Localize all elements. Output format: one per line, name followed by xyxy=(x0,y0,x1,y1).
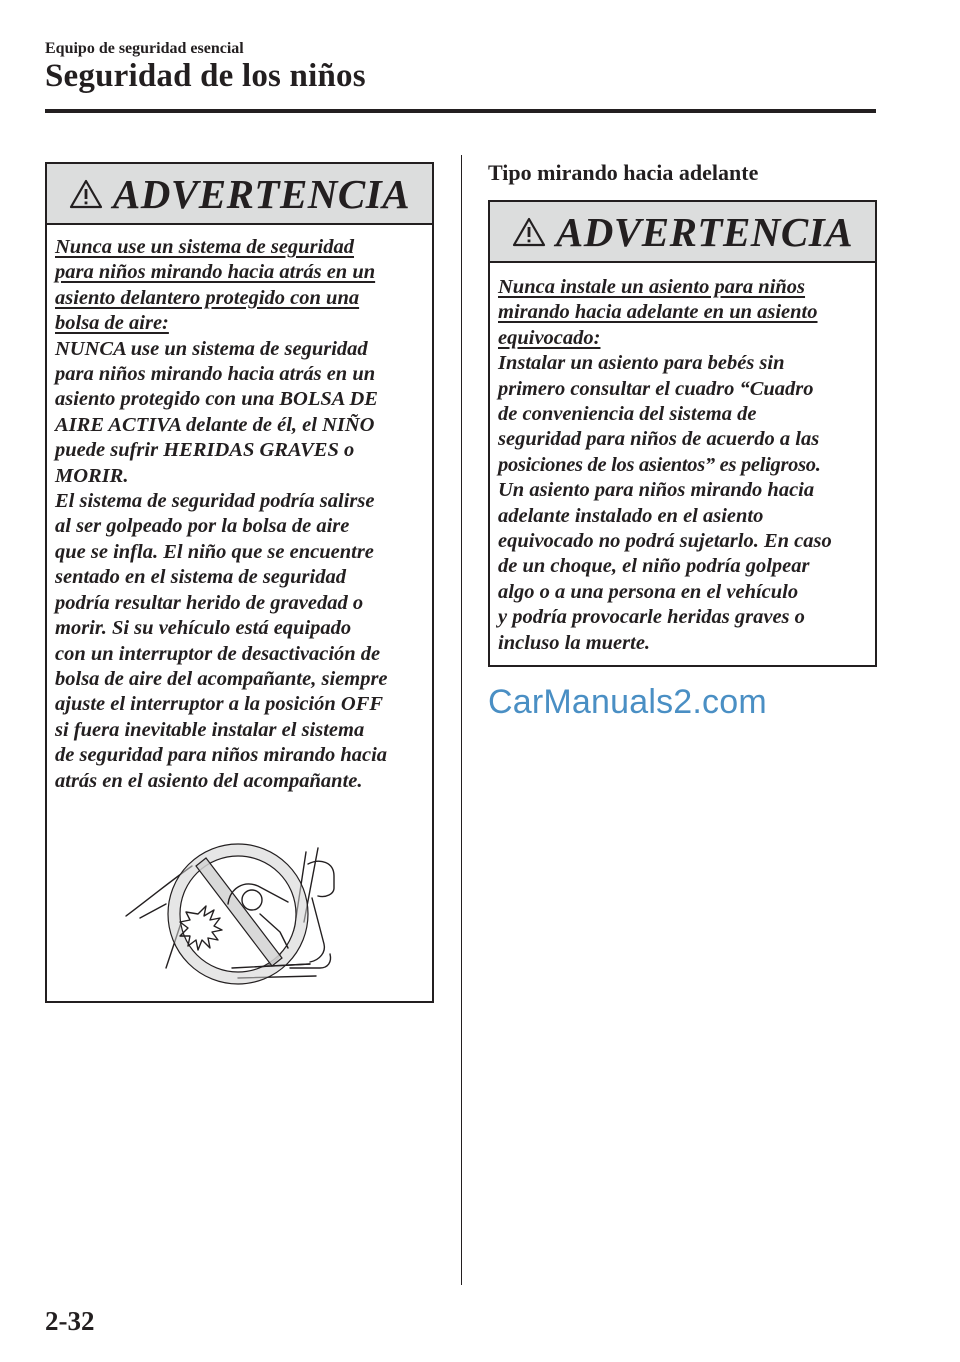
warning-line: NUNCA use un sistema de seguridad xyxy=(55,337,368,360)
warning-line: asiento protegido con una BOLSA DE xyxy=(55,388,378,411)
warning-line: adelante instalado en el asiento xyxy=(498,504,764,527)
warning-line: seguridad para niños de acuerdo a las xyxy=(498,428,820,451)
section-label: Equipo de seguridad esencial xyxy=(45,40,244,57)
warning-line: de un choque, el niño podría golpear xyxy=(498,555,810,578)
warning-line: y podría provocarle heridas graves o xyxy=(498,606,805,629)
warning-triangle-icon xyxy=(512,217,546,247)
warning-line: de conveniencia del sistema de xyxy=(498,403,757,426)
warning-line: posiciones de los asientos” es peligroso. xyxy=(498,453,821,476)
warning-line: Un asiento para niños mirando hacia xyxy=(498,479,815,502)
warning-line: de seguridad para niños mirando hacia xyxy=(55,744,388,767)
warning-line: si fuera inevitable instalar el sistema xyxy=(55,718,365,741)
warning-line: sentado en el sistema de seguridad xyxy=(55,566,346,589)
warning-line: primero consultar el cuadro “Cuadro xyxy=(498,377,814,400)
column-divider xyxy=(461,155,462,1285)
warning-line: para niños mirando hacia atrás en un xyxy=(55,261,376,284)
left-warning-header xyxy=(47,164,432,225)
warning-line: bolsa de aire del acompañante, siempre xyxy=(55,667,388,690)
warning-line: equivocado no podrá sujetarlo. En caso xyxy=(498,530,832,553)
warning-line: asiento delantero protegido con una xyxy=(55,286,360,309)
warning-line: incluso la muerte. xyxy=(498,631,651,654)
warning-line: MORIR. xyxy=(55,464,129,487)
warning-line: ajuste el interruptor a la posición OFF xyxy=(55,693,384,716)
right-warning-header xyxy=(490,202,875,263)
right-warning-title: ADVERTENCIA xyxy=(555,208,854,255)
right-warning-box xyxy=(488,200,877,667)
warning-line: Instalar un asiento para bebés sin xyxy=(498,352,785,375)
warning-line: podría resultar herido de gravedad o xyxy=(55,591,364,614)
warning-line: para niños mirando hacia atrás en un xyxy=(55,363,376,386)
warning-line: que se infla. El niño que se encuentre xyxy=(55,540,374,563)
warning-line: morir. Si su vehículo está equipado xyxy=(55,617,352,640)
warning-line: al ser golpeado por la bolsa de aire xyxy=(55,515,350,538)
warning-line: Nunca instale un asiento para niños xyxy=(498,276,806,298)
warning-line: mirando hacia adelante en un asiento xyxy=(498,301,818,324)
right-warning-body xyxy=(490,263,875,656)
title-rule xyxy=(45,109,876,113)
warning-line: atrás en el asiento del acompañante. xyxy=(55,769,363,792)
page-title: Seguridad de los niños xyxy=(45,58,366,94)
warning-line: El sistema de seguridad podría salirse xyxy=(55,490,375,513)
warning-triangle-icon xyxy=(69,179,103,209)
prohibited-rear-facing-seat-illustration xyxy=(120,818,360,988)
warning-line: Nunca use un sistema de seguridad xyxy=(55,236,355,258)
warning-line: con un interruptor de desactivación de xyxy=(55,642,381,665)
left-warning-title: ADVERTENCIA xyxy=(112,170,411,217)
warning-line: bolsa de aire: xyxy=(55,312,169,335)
left-warning-body xyxy=(47,225,432,794)
warning-line: puede sufrir HERIDAS GRAVES o xyxy=(55,439,355,462)
warning-line: equivocado: xyxy=(498,326,601,349)
warning-line: algo o a una persona en el vehículo xyxy=(498,580,799,603)
warning-line: AIRE ACTIVA delante de él, el NIÑO xyxy=(55,413,375,436)
watermark-link[interactable]: CarManuals2.com xyxy=(488,683,767,721)
page-number: 2-32 xyxy=(45,1306,95,1336)
section-heading: Tipo mirando hacia adelante xyxy=(488,160,759,185)
